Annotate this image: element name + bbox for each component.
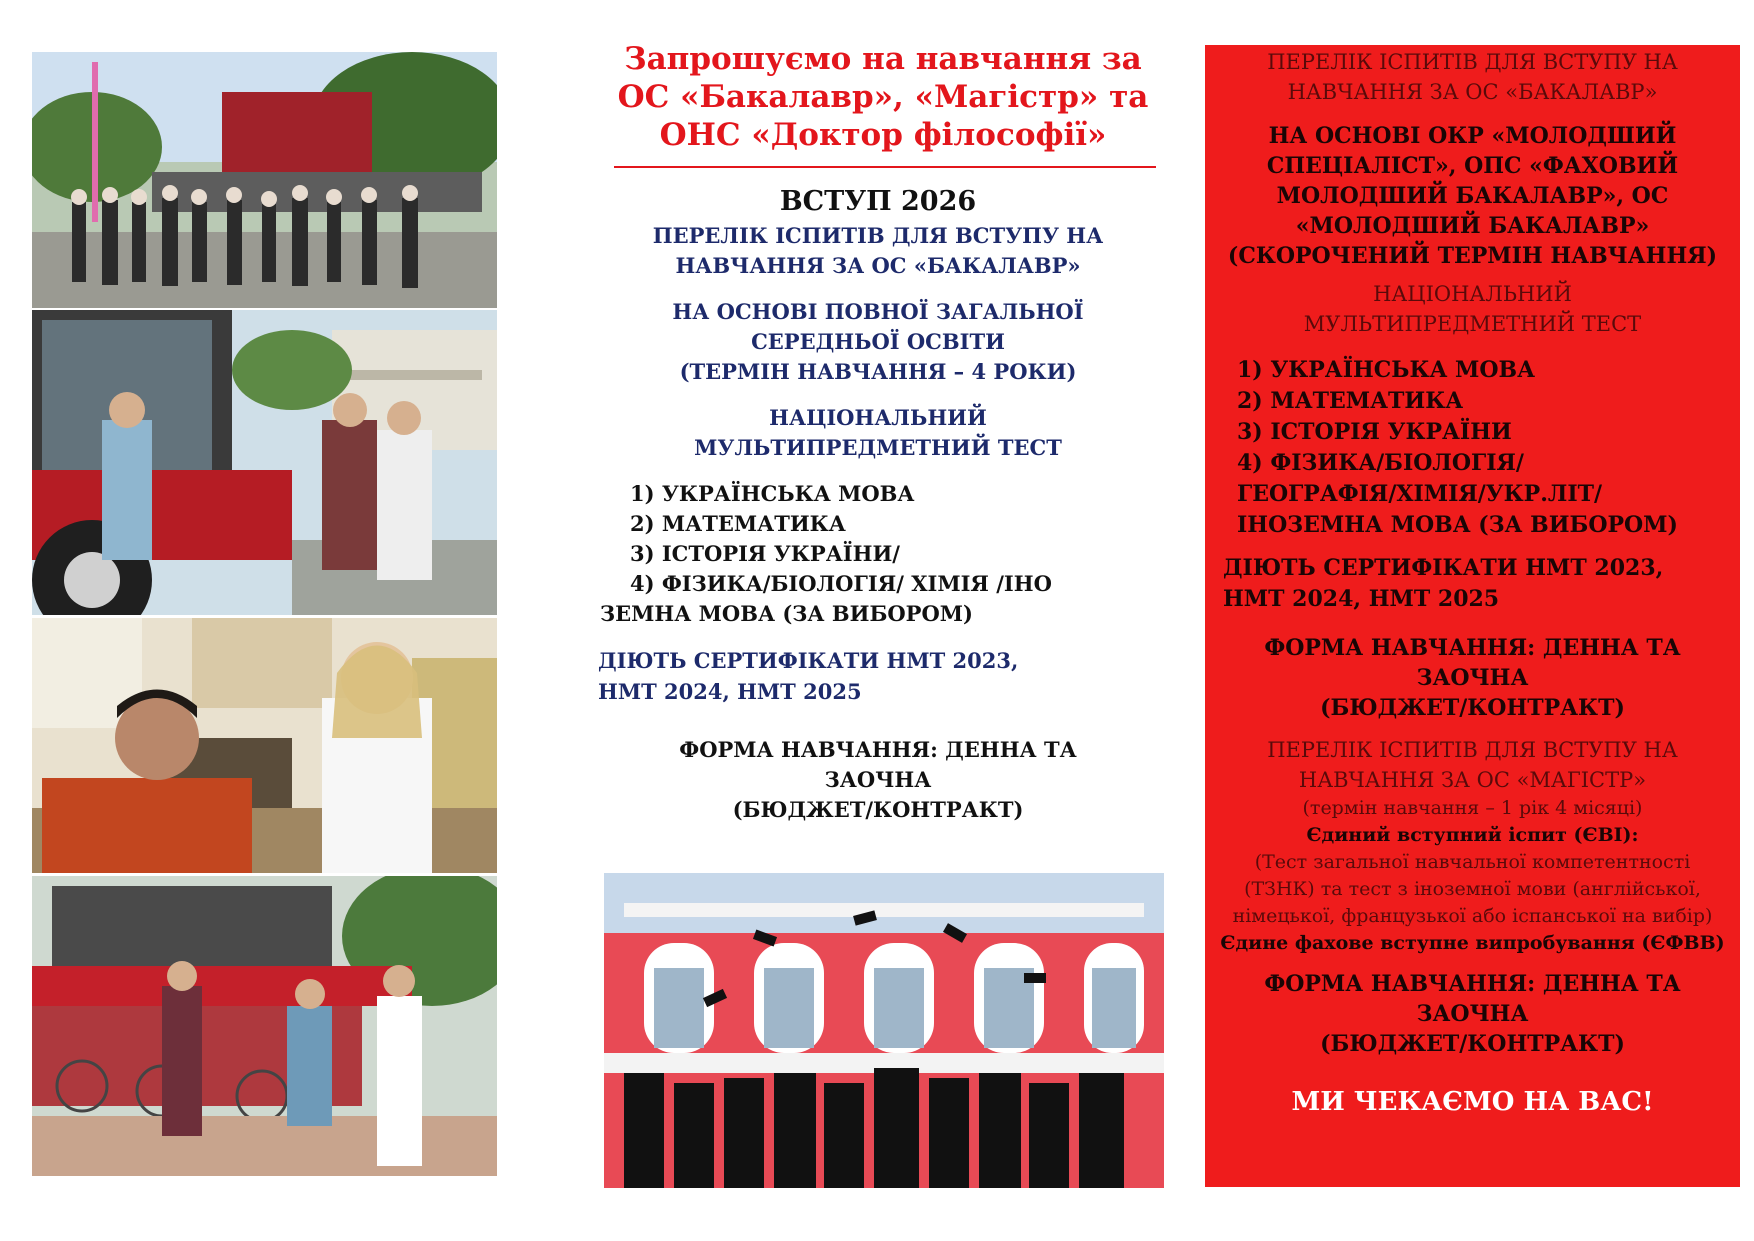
certificates-line: ДІЮТЬ СЕРТИФІКАТИ НМТ 2023,: [1223, 555, 1664, 581]
nmt-line: МУЛЬТИПРЕДМЕТНИЙ ТЕСТ: [694, 435, 1062, 460]
exams-title-line: НАВЧАННЯ ЗА ОС «БАКАЛАВР»: [675, 253, 1081, 278]
nmt-heading: [1205, 279, 1740, 339]
basis-text: [598, 297, 1158, 387]
certificates-text: [1205, 553, 1740, 615]
subjects-list: [598, 479, 1158, 629]
list-item: 1) УКРАЇНСЬКА МОВА: [1237, 357, 1536, 383]
exams-title-line: НАВЧАННЯ ЗА ОС «БАКАЛАВР»: [1287, 80, 1658, 104]
nmt-heading: [598, 403, 1158, 463]
invite-line: ОС «Бакалавр», «Магістр» та: [617, 79, 1149, 115]
list-item: 4) ФІЗИКА/БІОЛОГІЯ/ ХІМІЯ /ІНО: [630, 571, 1052, 596]
list-item: ГЕОГРАФІЯ/ХІМІЯ/УКР.ЛІТ/: [1237, 481, 1603, 507]
master-exams-title: [1205, 735, 1740, 795]
certificates-line: НМТ 2024, НМТ 2025: [598, 679, 862, 704]
list-item: 2) МАТЕМАТИКА: [1237, 388, 1464, 414]
study-form-line: ФОРМА НАВЧАННЯ: ДЕННА ТА: [1264, 971, 1681, 997]
efvv-title: Єдине фахове вступне випробування (ЄФВВ): [1220, 932, 1725, 954]
evi-title: Єдиний вступний іспит (ЄВІ):: [1306, 824, 1639, 846]
subjects-list: [1205, 355, 1740, 541]
list-item: 3) ІСТОРІЯ УКРАЇНИ/: [630, 541, 900, 566]
photo-group-exhibition: [32, 52, 497, 308]
list-item: 2) МАТЕМАТИКА: [630, 511, 846, 536]
master-title-line: ПЕРЕЛІК ІСПИТІВ ДЛЯ ВСТУПУ НА: [1267, 738, 1678, 762]
master-term: (термін навчання – 1 рік 4 місяці): [1302, 797, 1643, 819]
list-item: 4) ФІЗИКА/БІОЛОГІЯ/: [1237, 450, 1524, 476]
photo-tractor: [32, 310, 497, 615]
evi-description: [1205, 849, 1740, 930]
basis-line: НА ОСНОВІ ОКР «МОЛОДШИЙ: [1268, 123, 1677, 149]
basis-text: [1205, 121, 1740, 271]
evi-line: (Тест загальної навчальної компетентності: [1254, 851, 1691, 873]
list-item-continuation: ЗЕМНА МОВА (ЗА ВИБОРОМ): [600, 601, 973, 626]
invite-heading: [608, 40, 1158, 154]
list-item: 3) ІСТОРІЯ УКРАЇНИ: [1237, 419, 1512, 445]
study-form-line: ЗАОЧНА: [824, 767, 932, 792]
list-item: 1) УКРАЇНСЬКА МОВА: [630, 481, 915, 506]
invite-line: Запрошуємо на навчання за: [624, 41, 1142, 77]
certificates-line: ДІЮТЬ СЕРТИФІКАТИ НМТ 2023,: [598, 648, 1019, 673]
study-form-line: (БЮДЖЕТ/КОНТРАКТ): [732, 797, 1024, 822]
study-form-line: (БЮДЖЕТ/КОНТРАКТ): [1320, 1031, 1625, 1057]
middle-column: [598, 40, 1158, 825]
study-form: [1205, 633, 1740, 723]
certificates-text: [598, 645, 1158, 707]
study-form-line: ЗАОЧНА: [1416, 1001, 1529, 1027]
nmt-line: НАЦІОНАЛЬНИЙ: [1373, 282, 1572, 306]
photo-laboratory: [32, 618, 497, 873]
basis-line: СЕРЕДНЬОЇ ОСВІТИ: [751, 329, 1005, 354]
basis-line: (СКОРОЧЕНИЙ ТЕРМІН НАВЧАННЯ): [1227, 243, 1718, 269]
photo-graduation: [604, 873, 1164, 1188]
basis-line: НА ОСНОВІ ПОВНОЇ ЗАГАЛЬНОЇ: [672, 299, 1084, 324]
closing-message: МИ ЧЕКАЄМО НА ВАС!: [1291, 1087, 1654, 1117]
photo-seeder: [32, 876, 497, 1176]
study-form-line: ФОРМА НАВЧАННЯ: ДЕННА ТА: [679, 737, 1077, 762]
list-item: ІНОЗЕМНА МОВА (ЗА ВИБОРОМ): [1237, 512, 1678, 538]
exams-title: [598, 221, 1158, 281]
basis-line: «МОЛОДШИЙ БАКАЛАВР»: [1295, 213, 1650, 239]
study-form-master: [1205, 969, 1740, 1059]
basis-line: МОЛОДШИЙ БАКАЛАВР», ОС: [1276, 183, 1669, 209]
study-form: [598, 735, 1158, 825]
basis-line: (ТЕРМІН НАВЧАННЯ – 4 РОКИ): [679, 359, 1077, 384]
exams-title-line: ПЕРЕЛІК ІСПИТІВ ДЛЯ ВСТУПУ НА: [652, 223, 1104, 248]
right-panel: [1205, 45, 1740, 1187]
divider: [614, 166, 1156, 168]
certificates-line: НМТ 2024, НМТ 2025: [1223, 586, 1500, 612]
study-form-line: ЗАОЧНА: [1416, 665, 1529, 691]
master-title-line: НАВЧАННЯ ЗА ОС «МАГІСТР»: [1298, 768, 1647, 792]
bachelor-exams-title: [1205, 47, 1740, 107]
evi-line: німецької, французької або іспанської на вибір): [1232, 905, 1713, 927]
nmt-line: МУЛЬТИПРЕДМЕТНИЙ ТЕСТ: [1303, 312, 1642, 336]
evi-line: (ТЗНК) та тест з іноземної мови (англійської,: [1244, 878, 1701, 900]
basis-line: СПЕЦІАЛІСТ», ОПС «ФАХОВИЙ: [1266, 153, 1679, 179]
invite-line: ОНС «Доктор філософії»: [659, 117, 1107, 153]
study-form-line: ФОРМА НАВЧАННЯ: ДЕННА ТА: [1264, 635, 1681, 661]
exams-title-line: ПЕРЕЛІК ІСПИТІВ ДЛЯ ВСТУПУ НА: [1267, 50, 1678, 74]
admission-year: ВСТУП 2026: [779, 186, 977, 217]
study-form-line: (БЮДЖЕТ/КОНТРАКТ): [1320, 695, 1625, 721]
nmt-line: НАЦІОНАЛЬНИЙ: [769, 405, 987, 430]
